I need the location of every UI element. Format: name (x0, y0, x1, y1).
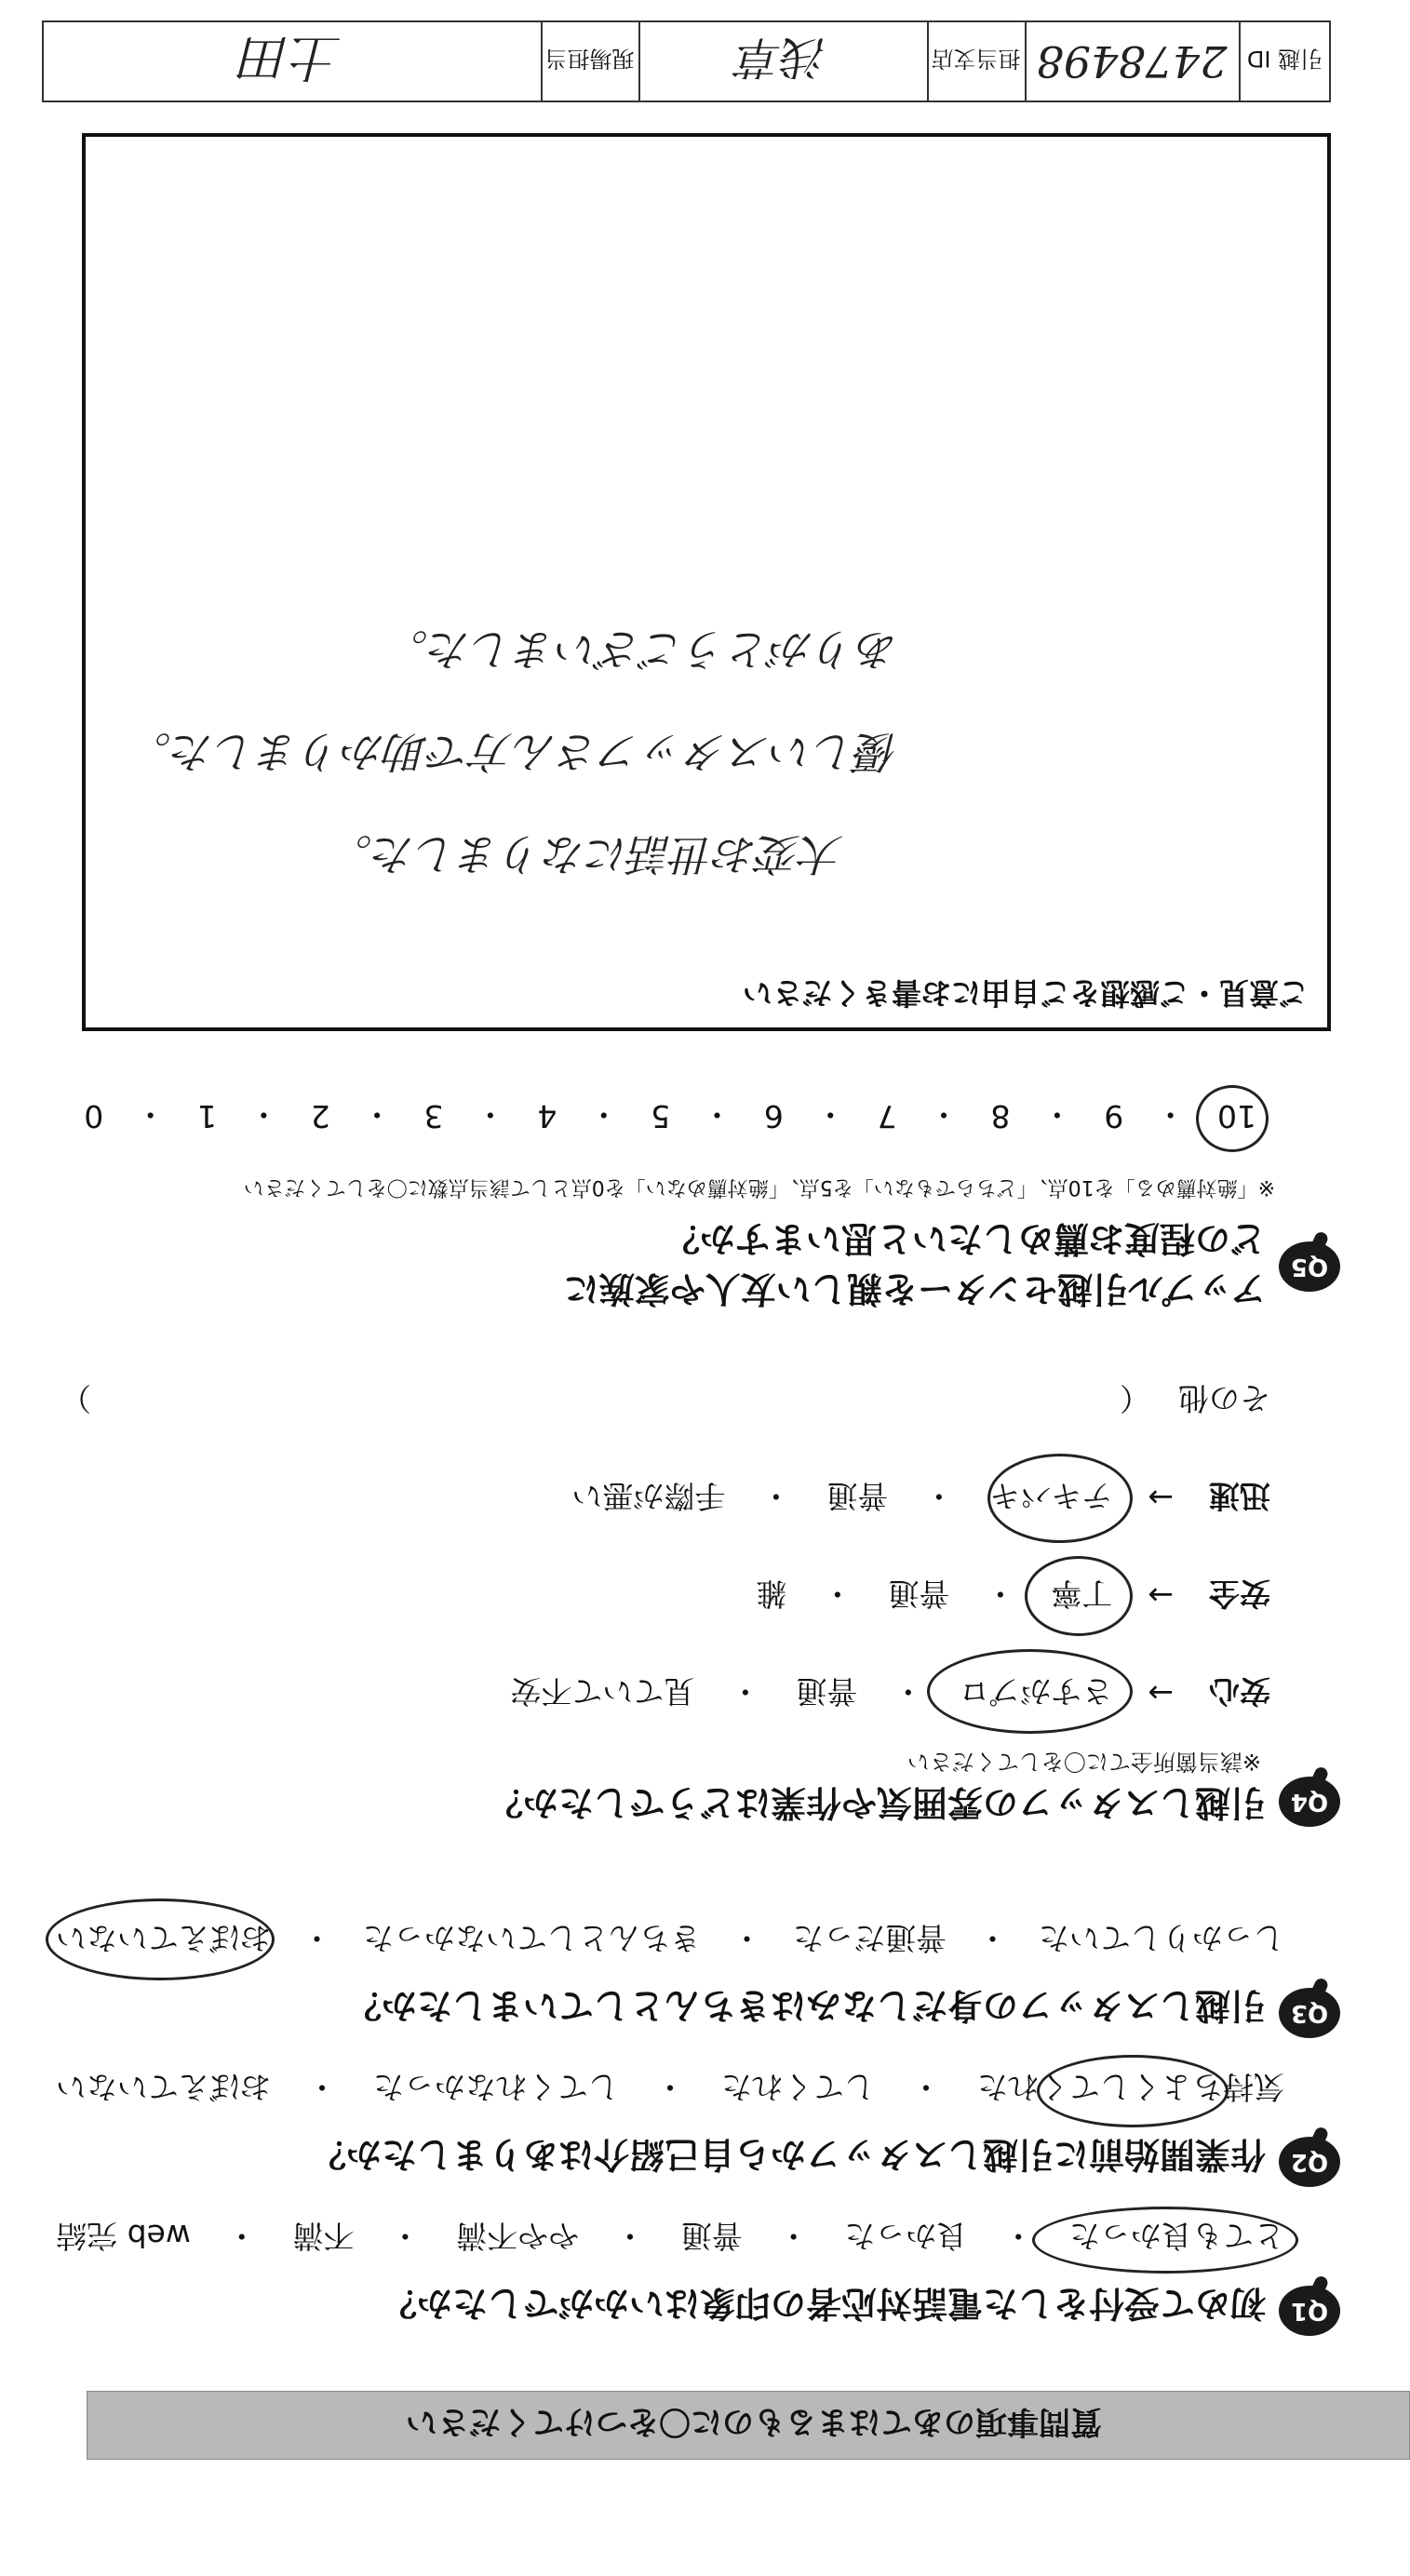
q3-selection-circle (46, 1898, 275, 1980)
q4-row-anzen (433, 1574, 1270, 1617)
q2-option[interactable]: してくれなかった (373, 2069, 619, 2105)
q4-other-label: その他 (1178, 1380, 1270, 1416)
q5-title-line2: どの程度お薦めしたいと思いますか？ (664, 1218, 1266, 1259)
q5-title-line1: アップル引越センターを親しい友人や家族に (563, 1268, 1266, 1309)
q4-option[interactable]: 雑 (756, 1576, 787, 1612)
separator: ・ (814, 1096, 846, 1133)
q1-title: 初めて受付をした電話対応者の印象はいかがでしたか？ (381, 2283, 1266, 2324)
comments-label: ご意見・ご感想をご自由にお書きください (742, 975, 1309, 1011)
id-label: 引越 ID (1246, 46, 1323, 73)
id-value-cell (1025, 22, 1241, 101)
q4-other-field[interactable] (119, 1384, 1092, 1417)
score-option[interactable]: 3 (423, 1098, 444, 1134)
separator: ・ (1041, 1096, 1073, 1133)
leader-value: 土田 (241, 28, 342, 87)
score-option[interactable]: 10 (1217, 1098, 1256, 1134)
q1-option[interactable]: 普通 (680, 2218, 743, 2254)
separator: ・ (302, 1920, 332, 1956)
comments-box (82, 133, 1331, 1031)
q3-title: 引越しスタッフの身だしなみはきちんとしていましたか？ (345, 1985, 1266, 2026)
separator: ・ (614, 2218, 646, 2254)
separator: ・ (248, 1096, 279, 1133)
comments-handwriting-1: 大変お世話になりました。 (329, 829, 843, 879)
q5-selection-circle (1196, 1085, 1269, 1152)
q4-row-jinsoku (433, 1476, 1270, 1520)
q2-selection-circle (1037, 2055, 1229, 2127)
score-option[interactable]: 0 (84, 1098, 104, 1134)
q5-badge: Q5 (1279, 1241, 1340, 1292)
separator: ・ (822, 1576, 853, 1612)
q3-option[interactable]: しっかりしていた (1039, 1920, 1284, 1956)
q4-row-anshin (433, 1671, 1270, 1715)
separator: ・ (226, 2218, 258, 2254)
branch-label: 担当支店 (931, 46, 1021, 73)
separator: ・ (977, 1920, 1008, 1956)
separator: ・ (760, 1478, 792, 1514)
score-option[interactable]: 7 (877, 1098, 897, 1134)
score-option[interactable]: 2 (310, 1098, 330, 1134)
separator: ・ (306, 2069, 338, 2105)
q1-badge: Q1 (1279, 2286, 1340, 2336)
score-option[interactable]: 6 (763, 1098, 784, 1134)
q4-row-label: 迅速 (1209, 1478, 1270, 1514)
q3-badge: Q3 (1279, 1988, 1340, 2038)
arrow: → (1148, 1675, 1174, 1711)
q4-option[interactable]: 手際が悪い (571, 1478, 726, 1514)
q2-option[interactable]: 気持ちよくしてくれた (977, 2069, 1284, 2105)
score-option[interactable]: 8 (990, 1098, 1011, 1134)
score-option[interactable]: 9 (1104, 1098, 1124, 1134)
q4-option[interactable]: 普通 (826, 1478, 889, 1514)
q1-option[interactable]: 不満 (292, 2218, 355, 2254)
comments-handwriting-2: 優しいスタッフさん方で助かりました。 (128, 727, 899, 777)
score-option[interactable]: 1 (196, 1098, 217, 1134)
q4-option[interactable]: 丁寧 (1051, 1576, 1113, 1612)
q4-badge: Q4 (1279, 1777, 1340, 1827)
q4-other-close: ） (60, 1380, 91, 1416)
q4-option[interactable]: さすがプロ (959, 1673, 1113, 1710)
q2-option[interactable]: してくれた (721, 2069, 875, 2105)
separator: ・ (732, 1920, 762, 1956)
arrow: → (1148, 1577, 1174, 1614)
separator: ・ (923, 1478, 955, 1514)
separator: ・ (778, 2218, 810, 2254)
separator: ・ (588, 1096, 620, 1133)
q4-jinsoku-circle (987, 1454, 1133, 1543)
id-value: 2478498 (1036, 36, 1228, 87)
q2-badge: Q2 (1279, 2137, 1340, 2187)
leader-label-cell (541, 22, 640, 101)
instructions-bar (87, 2391, 1410, 2460)
q3-option[interactable]: おぼえていない (56, 1920, 271, 1956)
branch-value: 浅草 (738, 31, 828, 84)
q4-other-open: （ (1120, 1380, 1150, 1416)
q5-scale (84, 1094, 1256, 1138)
score-option[interactable]: 5 (651, 1098, 671, 1134)
separator: ・ (730, 1673, 761, 1710)
branch-value-cell (638, 22, 929, 101)
q4-option[interactable]: テキパキ (989, 1478, 1113, 1514)
q3-option[interactable]: 普通だった (793, 1920, 947, 1956)
q4-anzen-circle (1025, 1556, 1133, 1636)
q4-other (60, 1378, 1270, 1422)
q1-option[interactable]: web 完結 (56, 2218, 191, 2254)
separator: ・ (389, 2218, 421, 2254)
q4-option[interactable]: 普通 (796, 1673, 858, 1710)
separator: ・ (1155, 1096, 1187, 1133)
score-option[interactable]: 4 (537, 1098, 557, 1134)
instructions-text: 質問事項のあてはまるものに〇をつけてください (406, 2403, 1102, 2440)
q4-row-label: 安心 (1209, 1673, 1270, 1710)
leader-label: 現場担当 (544, 46, 635, 73)
q1-selection-circle (1032, 2207, 1298, 2274)
separator: ・ (135, 1096, 167, 1133)
q2-title: 作業開始前に引越しスタッフから自己紹介はありましたか？ (310, 2134, 1266, 2175)
footer-table (42, 20, 1331, 102)
q1-option[interactable]: 良かった (844, 2218, 968, 2254)
separator: ・ (893, 1673, 924, 1710)
arrow: → (1148, 1480, 1174, 1516)
separator: ・ (1002, 2218, 1034, 2254)
q4-note: ※該当箇所全てに〇をしてください (906, 1749, 1261, 1775)
separator: ・ (475, 1096, 506, 1133)
separator: ・ (361, 1096, 393, 1133)
q5-note: ※「絶対薦める」を10点、「どちらでもない」を5点、「絶対薦めない」を0点として該当点数に〇をしてください (243, 1175, 1275, 1199)
separator: ・ (985, 1576, 1016, 1612)
branch-label-cell (927, 22, 1027, 101)
q1-option[interactable]: とても良かった (1069, 2218, 1284, 2254)
q3-option[interactable]: きちんとしていなかった (363, 1920, 701, 1956)
q4-option[interactable]: 普通 (888, 1576, 950, 1612)
comments-handwriting-3: ありがとうございました。 (385, 624, 899, 675)
separator: ・ (910, 2069, 942, 2105)
leader-value-cell (42, 22, 543, 101)
q4-row-label: 安全 (1209, 1576, 1270, 1612)
q4-title: 引越しスタッフの雰囲気や作業はどうでしたか？ (487, 1782, 1266, 1823)
q4-option[interactable]: 見ていて不安 (510, 1673, 695, 1710)
id-label-cell (1241, 22, 1329, 101)
q2-option[interactable]: おぼえていない (56, 2069, 271, 2105)
separator: ・ (654, 2069, 686, 2105)
separator: ・ (928, 1096, 960, 1133)
separator: ・ (701, 1096, 732, 1133)
q4-anshin-circle (927, 1649, 1133, 1734)
q1-option[interactable]: やや不満 (456, 2218, 580, 2254)
